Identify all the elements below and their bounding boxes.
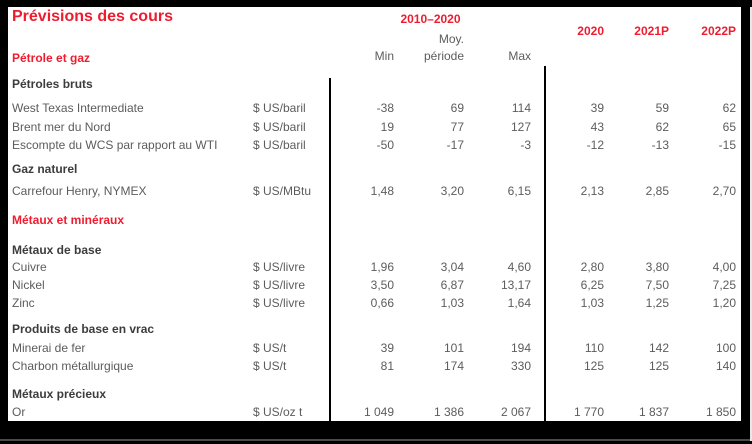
cell-2021p: 62 <box>655 120 669 134</box>
table-row <box>8 405 741 421</box>
column-header-min: Min <box>374 49 394 63</box>
cell-2020: 43 <box>590 120 604 134</box>
section-header-row <box>8 77 741 93</box>
cell-2020: 2,13 <box>580 184 604 198</box>
cell-2022p: -15 <box>718 138 736 152</box>
row-label: Cuivre <box>12 260 47 274</box>
cell-2022p: 65 <box>722 120 736 134</box>
column-header-2021p: 2021P <box>634 24 669 38</box>
cell-max: 194 <box>510 341 531 355</box>
row-label: Carrefour Henry, NYMEX <box>12 184 147 198</box>
table-row <box>8 260 741 276</box>
section-header-row <box>8 213 741 229</box>
cell-max: 2 067 <box>500 405 531 419</box>
table-row <box>8 341 741 357</box>
price-forecast-table <box>8 7 741 421</box>
cell-max: 6,15 <box>507 184 531 198</box>
section-label: Produits de base en vrac <box>12 322 155 336</box>
table-row <box>8 101 741 117</box>
cell-max: 13,17 <box>500 278 531 292</box>
cell-avg: 69 <box>450 101 464 115</box>
cell-2022p: 4,00 <box>712 260 736 274</box>
cell-2020: 1,03 <box>580 296 604 310</box>
section-label: Pétrole et gaz <box>12 51 91 65</box>
cell-avg: 1,03 <box>440 296 464 310</box>
section-header-row <box>8 387 741 403</box>
row-unit: $ US/baril <box>253 138 306 152</box>
table-row <box>8 359 741 375</box>
row-unit: $ US/livre <box>253 260 306 274</box>
cell-2021p: 1 837 <box>638 405 669 419</box>
cell-2021p: 3,80 <box>645 260 669 274</box>
cell-2021p: -13 <box>651 138 669 152</box>
cell-2021p: 59 <box>655 101 669 115</box>
row-label: Zinc <box>12 296 35 310</box>
row-label: Brent mer du Nord <box>12 120 111 134</box>
cell-min: 0,66 <box>370 296 394 310</box>
cell-max: -3 <box>520 138 531 152</box>
row-label: Charbon métallurgique <box>12 359 134 373</box>
section-label: Gaz naturel <box>12 162 78 176</box>
cell-avg: 6,87 <box>440 278 464 292</box>
row-label: Escompte du WCS par rapport au WTI <box>12 138 218 152</box>
section-label: Pétroles bruts <box>12 77 93 91</box>
row-label: Nickel <box>12 278 45 292</box>
cell-avg: 1 386 <box>433 405 464 419</box>
row-unit: $ US/baril <box>253 120 306 134</box>
table-row <box>8 278 741 294</box>
section-header-row <box>8 243 741 259</box>
cell-2022p: 100 <box>715 341 736 355</box>
cell-2021p: 125 <box>648 359 669 373</box>
cell-2022p: 140 <box>715 359 736 373</box>
cell-min: 19 <box>380 120 394 134</box>
table-row <box>8 138 741 154</box>
cell-2022p: 1,20 <box>712 296 736 310</box>
cell-avg: 3,04 <box>440 260 464 274</box>
cell-2020: 2,80 <box>580 260 604 274</box>
cell-avg: 174 <box>443 359 464 373</box>
column-group-2010-2020: 2010–2020 <box>400 12 461 26</box>
cell-avg: 77 <box>450 120 464 134</box>
section-label: Métaux et minéraux <box>12 213 125 227</box>
cell-max: 330 <box>510 359 531 373</box>
cell-2020: -12 <box>586 138 604 152</box>
cell-min: -50 <box>376 138 394 152</box>
page-title: Prévisions des cours <box>12 8 173 25</box>
table-row <box>8 184 741 200</box>
section-label: Métaux de base <box>12 243 102 257</box>
column-header-2020: 2020 <box>577 24 604 38</box>
cell-avg: 3,20 <box>440 184 464 198</box>
cell-min: 1,96 <box>370 260 394 274</box>
cell-2022p: 1 850 <box>705 405 736 419</box>
section-header-row <box>8 51 741 67</box>
cell-2021p: 1,25 <box>645 296 669 310</box>
row-unit: $ US/livre <box>253 296 306 310</box>
column-header-avg-line2: période <box>423 49 464 63</box>
table-row <box>8 120 741 136</box>
row-label: West Texas Intermediate <box>12 101 144 115</box>
cell-2022p: 2,70 <box>712 184 736 198</box>
column-header-2022p: 2022P <box>701 24 736 38</box>
column-header-max: Max <box>508 49 531 63</box>
cell-avg: 101 <box>443 341 464 355</box>
row-unit: $ US/baril <box>253 101 306 115</box>
cell-max: 1,64 <box>507 296 531 310</box>
cell-2022p: 62 <box>722 101 736 115</box>
row-unit: $ US/livre <box>253 278 306 292</box>
bottom-edge-line <box>0 439 752 441</box>
row-unit: $ US/t <box>253 359 287 373</box>
cell-2021p: 142 <box>648 341 669 355</box>
row-label: Minerai de fer <box>12 341 86 355</box>
row-unit: $ US/t <box>253 341 287 355</box>
cell-min: 1 049 <box>363 405 394 419</box>
cell-2020: 110 <box>584 341 604 355</box>
table-row <box>8 296 741 312</box>
row-unit: $ US/MBtu <box>253 184 312 198</box>
cell-2020: 1 770 <box>573 405 604 419</box>
cell-2020: 125 <box>583 359 604 373</box>
section-header-row <box>8 162 741 178</box>
cell-max: 114 <box>511 101 531 115</box>
cell-2021p: 2,85 <box>645 184 669 198</box>
section-label: Métaux précieux <box>12 387 107 401</box>
cell-2022p: 7,25 <box>712 278 736 292</box>
cell-2021p: 7,50 <box>645 278 669 292</box>
cell-min: 3,50 <box>370 278 394 292</box>
cell-min: 39 <box>380 341 394 355</box>
cell-2020: 39 <box>590 101 604 115</box>
row-unit: $ US/oz t <box>253 405 303 419</box>
section-header-row <box>8 322 741 338</box>
cell-max: 4,60 <box>507 260 531 274</box>
cell-min: 1,48 <box>370 184 394 198</box>
row-label: Or <box>12 405 26 419</box>
cell-avg: -17 <box>446 138 464 152</box>
cell-min: 81 <box>380 359 394 373</box>
cell-2020: 6,25 <box>580 278 604 292</box>
column-header-avg-line1: Moy. <box>438 32 464 46</box>
cell-max: 127 <box>510 120 531 134</box>
cell-min: -38 <box>376 101 394 115</box>
